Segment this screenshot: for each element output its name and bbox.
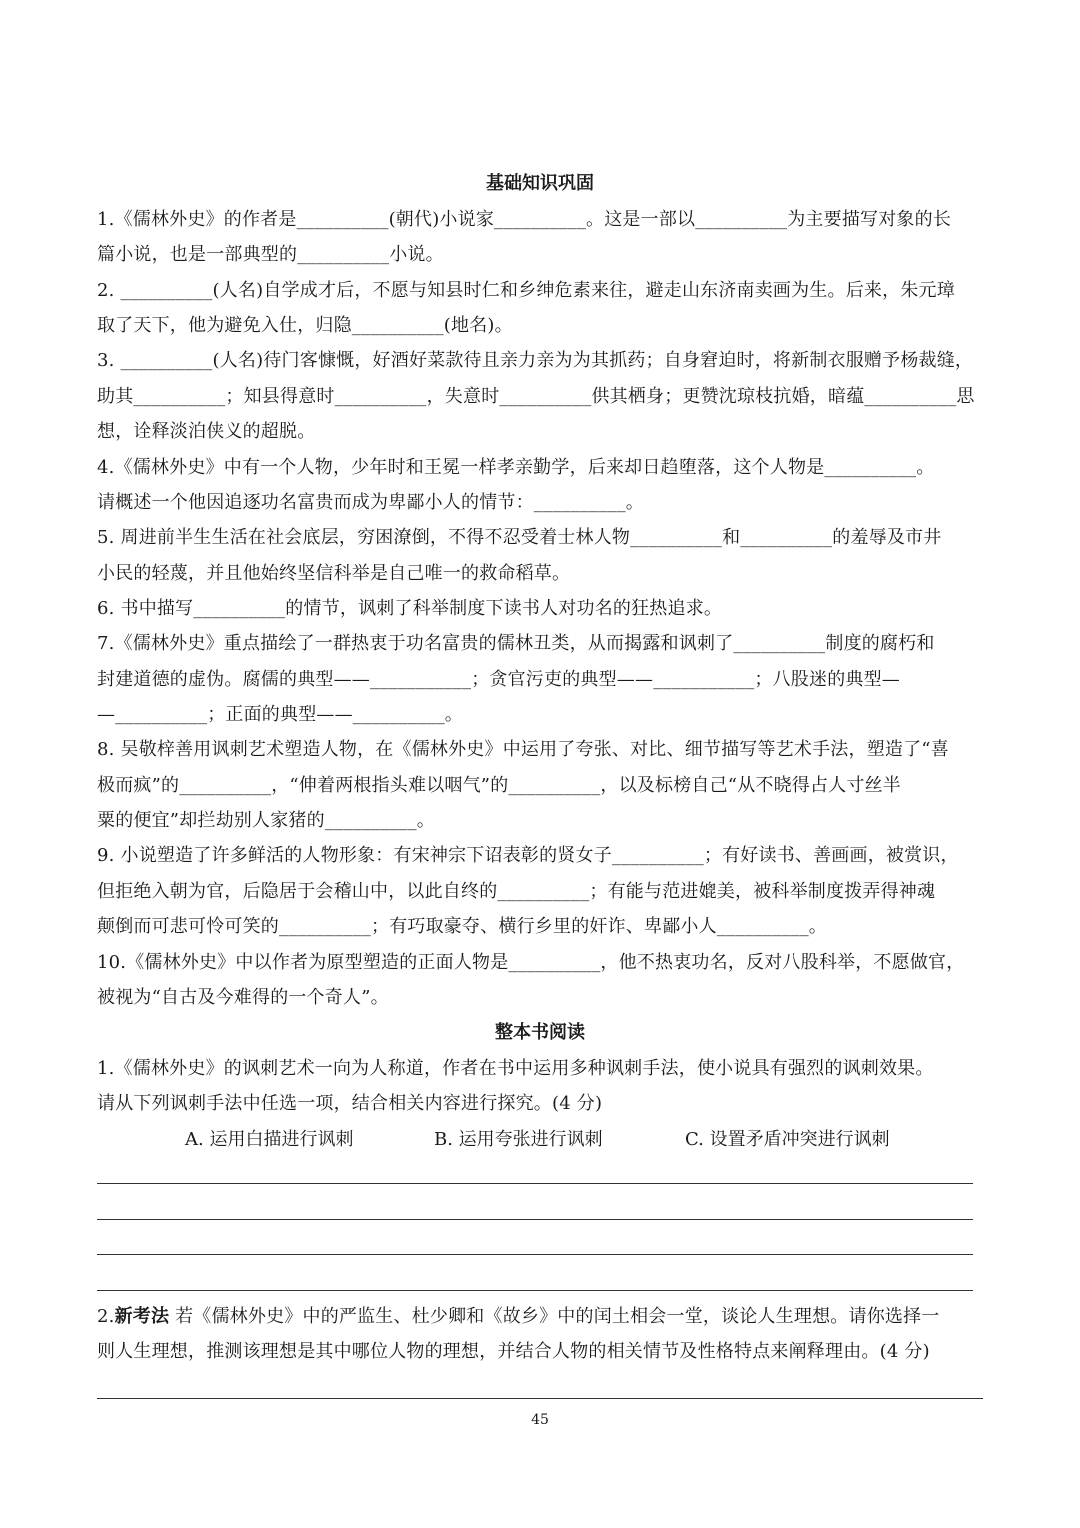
q1-line-2: 篇小说，也是一部典型的__________小说。 xyxy=(97,244,444,265)
q5-line-1: 5. 周进前半生生活在社会底层，穷困潦倒，不得不忍受着士林人物__________和__________的羞辱及市井 xyxy=(97,527,942,548)
q2-line-1: 2. __________(人名)自学成才后，不愿与知县时仁和乡绅危素来往，避走山东济南卖画为生。后来，朱元璋 xyxy=(97,280,955,301)
q8-line-1: 8. 吴敬梓善用讽刺艺术塑造人物，在《儒林外史》中运用了夸张、对比、细节描写等艺术手法，塑造了“喜 xyxy=(97,739,949,760)
reading-q1-line-1: 1.《儒林外史》的讽刺艺术一向为人称道，作者在书中运用多种讽刺手法，使小说具有强烈的讽刺效果。 xyxy=(97,1058,934,1079)
q9-line-3: 颠倒而可悲可怜可笑的__________；有巧取豪夺、横行乡里的奸诈、卑鄙小人__________。 xyxy=(97,916,827,937)
q7-line-3: —__________；正面的典型——__________。 xyxy=(97,704,463,725)
q8-line-3: 粟的便宜”却拦劫别人家猪的__________。 xyxy=(97,810,436,831)
q3-line-1: 3. __________(人名)待门客慷慨，好酒好菜款待且亲力亲为为其抓药；自身窘迫时，将新制衣服赠予杨裁缝， xyxy=(97,350,974,371)
q7-line-1: 7.《儒林外史》重点描绘了一群热衷于功名富贵的儒林丑类，从而揭露和讽刺了__________制度的腐朽和 xyxy=(97,633,935,654)
q7-line-2: 封建道德的虚伪。腐儒的典型——___________；贪官污吏的典型——___________；八股迷的典型— xyxy=(97,669,900,690)
reading-q2-line-2: 则人生理想，推测该理想是其中哪位人物的理想，并结合人物的相关情节及性格特点来阐释理由。(4 分) xyxy=(97,1341,930,1362)
q10-line-1: 10.《儒林外史》中以作者为原型塑造的正面人物是__________，他不热衷功名，反对八股科举，不愿做官， xyxy=(97,952,965,973)
new-exam-tag: 新考法 xyxy=(114,1306,170,1327)
q4-line-2: 请概述一个他因追逐功名富贵而成为卑鄙小人的情节：__________。 xyxy=(97,492,644,513)
q9-line-1: 9. 小说塑造了许多鲜活的人物形象：有宋神宗下诏表彰的贤女子__________；有好读书、善画画，被赏识， xyxy=(97,845,959,866)
page-number: 45 xyxy=(531,1412,549,1428)
answer-line-4[interactable] xyxy=(97,1290,973,1291)
answer-line-5[interactable] xyxy=(97,1398,983,1399)
option-a: A. 运用白描进行讽刺 xyxy=(185,1129,354,1150)
option-b: B. 运用夸张进行讽刺 xyxy=(434,1129,603,1150)
q6-line-1: 6. 书中描写__________的情节，讽刺了科举制度下读书人对功名的狂热追求。 xyxy=(97,598,723,619)
option-c: C. 设置矛盾冲突进行讽刺 xyxy=(685,1129,890,1150)
reading-q1-line-2: 请从下列讽刺手法中任选一项，结合相关内容进行探究。(4 分) xyxy=(97,1093,603,1114)
answer-line-1[interactable] xyxy=(97,1183,973,1184)
q3-line-3: 想，诠释淡泊侠义的超脱。 xyxy=(97,421,316,442)
reading-q2-number: 2. xyxy=(97,1306,115,1327)
answer-line-2[interactable] xyxy=(97,1219,973,1220)
q10-line-2: 被视为“自古及今难得的一个奇人”。 xyxy=(97,987,389,1008)
reading-q2-line-1 xyxy=(97,1305,987,1329)
section-title-basic: 基础知识巩固 xyxy=(486,173,594,194)
q9-line-2: 但拒绝入朝为官，后隐居于会稽山中，以此自终的__________；有能与范进媲美，被科举制度拨弄得神魂 xyxy=(97,881,936,902)
section-title-reading: 整本书阅读 xyxy=(495,1022,585,1043)
q5-line-2: 小民的轻蔑，并且他始终坚信科举是自己唯一的救命稻草。 xyxy=(97,563,571,584)
answer-line-3[interactable] xyxy=(97,1254,973,1255)
q1-line-1: 1.《儒林外史》的作者是__________(朝代)小说家__________。这是一部以__________为主要描写对象的长 xyxy=(97,209,952,230)
q4-line-1: 4.《儒林外史》中有一个人物，少年时和王冕一样孝亲勤学，后来却日趋堕落，这个人物是__________。 xyxy=(97,457,935,478)
q3-line-2: 助其__________；知县得意时__________，失意时__________供其栖身；更赞沈琼枝抗婚，暗蕴__________思 xyxy=(97,386,975,407)
reading-q2-text: 若《儒林外史》中的严监生、杜少卿和《故乡》中的闰土相会一堂，谈论人生理想。请你选择一 xyxy=(169,1306,940,1327)
q2-line-2: 取了天下，他为避免入仕，归隐__________(地名)。 xyxy=(97,315,513,336)
q8-line-2: 极而疯”的__________，“伸着两根指头难以咽气”的__________，以及标榜自己“从不晓得占人寸丝半 xyxy=(97,775,902,796)
